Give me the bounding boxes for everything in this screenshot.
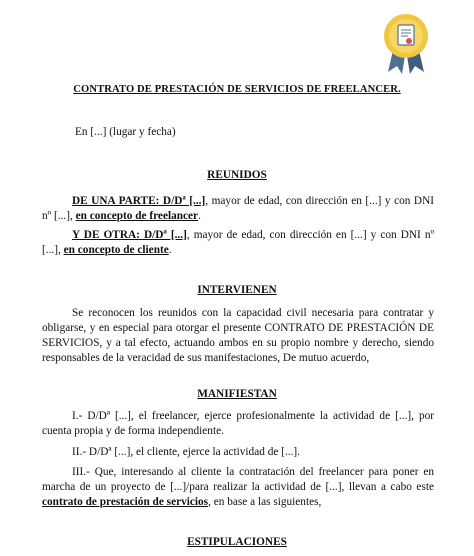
document-title: CONTRATO DE PRESTACIÓN DE SERVICIOS DE FREELANCER. bbox=[73, 84, 401, 95]
heading-estipulaciones: ESTIPULACIONES bbox=[187, 536, 287, 548]
party-two-paragraph bbox=[42, 228, 434, 258]
manifiestan-item-2-text: II.- D/Dª [...], el cliente, ejerce la actividad de [...]. bbox=[72, 446, 301, 458]
party-two-end: . bbox=[168, 244, 172, 256]
party-two-text: , mayor de edad, con dirección en [...] y con DNI nº [...], bbox=[42, 229, 434, 256]
heading-intervienen: INTERVIENEN bbox=[197, 284, 277, 296]
party-one-paragraph bbox=[42, 194, 434, 224]
manifiestan-item-3-text: III.- Que, interesando al cliente la contratación del freelancer para poner en marcha de un proyecto de [...]/para realizar la actividad de [...], llevan a cabo este bbox=[42, 466, 434, 493]
manifiestan-item-3-bold: contrato de prestación de servicios bbox=[42, 496, 209, 508]
party-one-end: . bbox=[198, 210, 201, 222]
heading-reunidos: REUNIDOS bbox=[207, 169, 267, 181]
party-one-role: en concepto de freelancer bbox=[75, 210, 199, 222]
intervienen-paragraph bbox=[42, 306, 434, 366]
manifiestan-item-3-end: , en base a las siguientes, bbox=[208, 496, 322, 508]
party-one-label: DE UNA PARTE: D/Dª [...] bbox=[72, 195, 206, 207]
manifiestan-item-1 bbox=[42, 409, 434, 439]
intervienen-text: Se reconocen los reunidos con la capacidad civil necesaria para contratar y obligarse, y en especial para otorgar el presente CONTRATO DE PRESTACIÓN DE SERVICIOS, y a tal efecto, actuando ambos en su propio nombre y derecho, siendo responsables de la veracidad de sus manifestaciones, De mutuo acuerdo, bbox=[42, 307, 434, 364]
manifiestan-item-3 bbox=[42, 465, 434, 510]
place-date: En [...] (lugar y fecha) bbox=[75, 126, 176, 138]
manifiestan-item-1-text: I.- D/Dª [...], el freelancer, ejerce profesionalmente la actividad de [...], por cuenta propia y de forma independiente. bbox=[42, 410, 434, 437]
certificate-badge-icon bbox=[380, 12, 432, 76]
party-two-role: en concepto de cliente bbox=[63, 244, 169, 256]
manifiestan-item-2 bbox=[42, 445, 434, 460]
party-two-label: Y DE OTRA: D/Dª [...] bbox=[72, 229, 187, 241]
heading-manifiestan: MANIFIESTAN bbox=[197, 388, 277, 400]
party-one-text: , mayor de edad, con dirección en [...] y con DNI nº [...], bbox=[42, 195, 434, 222]
